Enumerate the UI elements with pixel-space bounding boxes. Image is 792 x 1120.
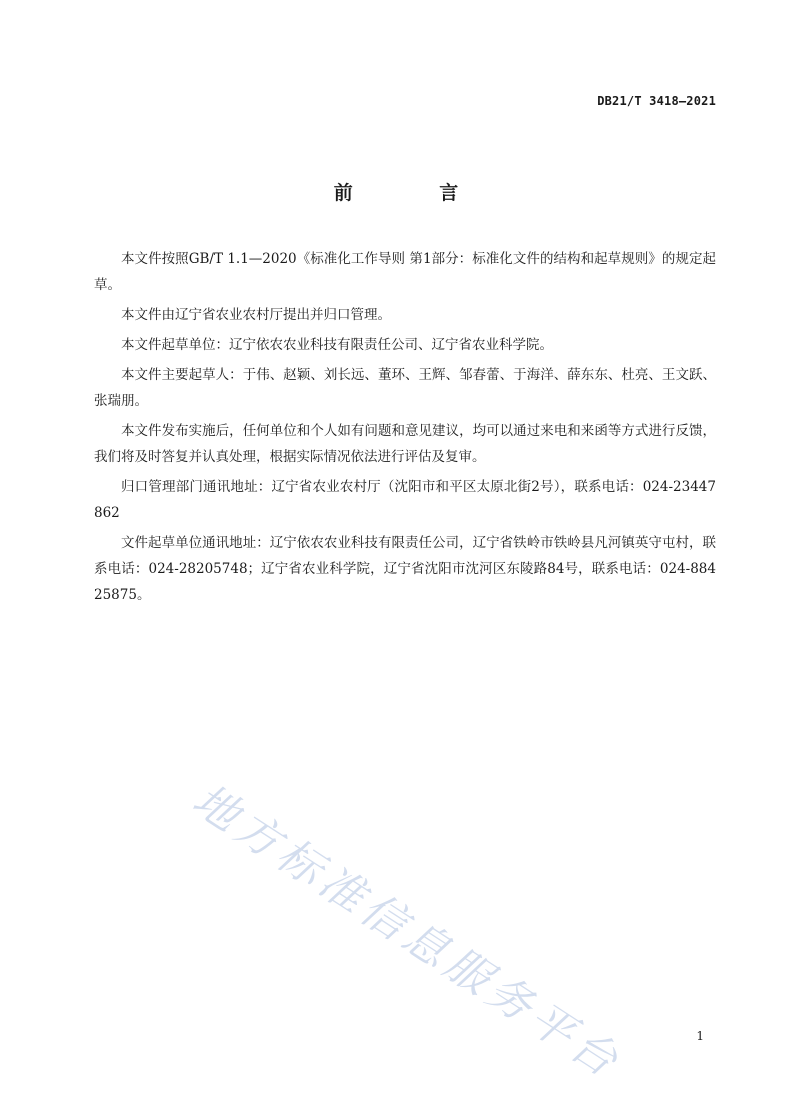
paragraph-drafters: 本文件主要起草人：于伟、赵颖、刘长远、董环、王辉、邹春蕾、于海洋、薛东东、杜亮、王文跃、张瑞朋。 [94, 367, 716, 409]
paragraph-authority-address: 归口管理部门通讯地址：辽宁省农业农村厅（沈阳市和平区太原北街2号），联系电话：024-23447862 [94, 479, 716, 521]
page-title: 前 言 [333, 182, 499, 204]
paragraph-drafting-units: 本文件起草单位：辽宁依农农业科技有限责任公司、辽宁省农业科学院。 [121, 337, 553, 353]
watermark: 地方标准信息服务平台 [183, 774, 631, 1090]
document-code: DB21/T 3418—2021 [597, 94, 716, 108]
paragraph-feedback: 本文件发布实施后，任何单位和个人如有问题和意见建议，均可以通过来电和来函等方式进行反馈，我们将及时答复并认真处理，根据实际情况依法进行评估及复审。 [94, 423, 716, 465]
paragraph-drafter-address: 文件起草单位通讯地址：辽宁依农农业科技有限责任公司，辽宁省铁岭市铁岭县凡河镇英守屯村，联系电话：024-28205748；辽宁省农业科学院，辽宁省沈阳市沈河区东陵路84号，联系电话：024-88425875。 [94, 535, 716, 603]
paragraph-drafting-basis: 本文件按照GB/T 1.1—2020《标准化工作导则 第1部分：标准化文件的结构和起草规则》的规定起草。 [94, 251, 716, 293]
page-number: 1 [696, 1029, 704, 1043]
paragraph-proposer: 本文件由辽宁省农业农村厅提出并归口管理。 [121, 307, 391, 323]
foreword-body [94, 246, 716, 612]
